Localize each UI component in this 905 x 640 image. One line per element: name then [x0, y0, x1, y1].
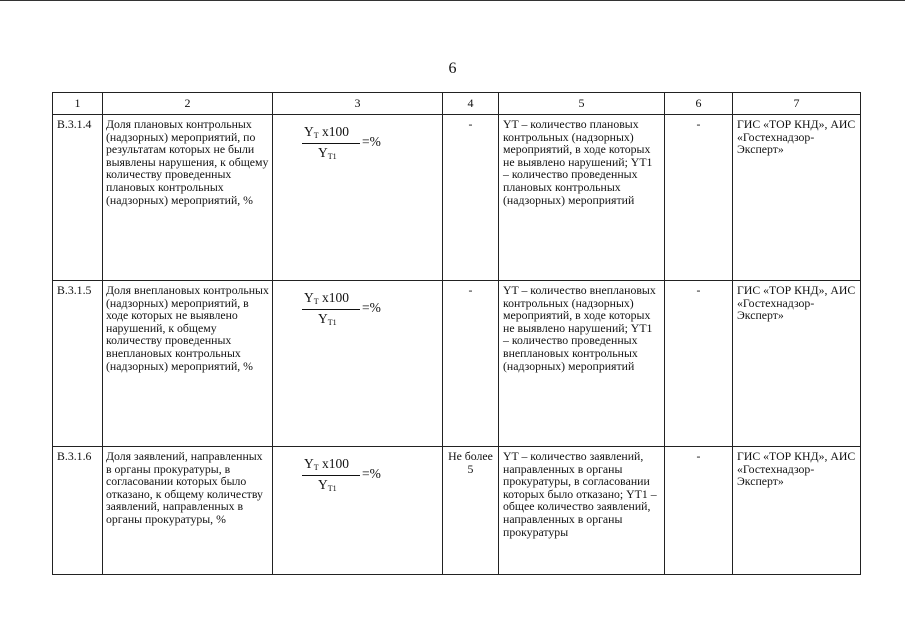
table-row — [53, 115, 861, 281]
indicator-col6: - — [665, 281, 733, 447]
fraction-line — [302, 475, 360, 476]
indicator-source: ГИС «ТОР КНД», АИС «Гостехнадзор-Эксперт» — [733, 115, 861, 281]
formula-denominator: $Y_{T1}$ — [318, 145, 337, 161]
fraction-line — [302, 309, 360, 310]
formula — [298, 292, 439, 338]
header-col-5: 5 — [499, 93, 665, 115]
formula-result: =% — [362, 134, 381, 149]
scan-edge-line-right — [730, 0, 905, 1]
indicator-name: Доля плановых контрольных (надзорных) мероприятий, по результатам которых не были выявлены нарушения, к общему количеству проведенных плановых контрольных (надзорных) мероприятий, % — [103, 115, 273, 281]
header-col-3: 3 — [273, 93, 443, 115]
indicators-table — [52, 92, 861, 575]
indicator-col6: - — [665, 447, 733, 575]
header-col-4: 4 — [443, 93, 499, 115]
formula-numerator: $Y_T$ х100 — [304, 124, 350, 140]
indicator-formula — [273, 281, 443, 447]
indicator-target: - — [443, 281, 499, 447]
formula-result: =% — [362, 300, 381, 315]
formula-denominator: $Y_{T1}$ — [318, 477, 337, 493]
indicator-code: В.3.1.6 — [53, 447, 103, 575]
indicator-code: В.3.1.4 — [53, 115, 103, 281]
table-header-row — [53, 93, 861, 115]
indicator-target: Не более 5 — [443, 447, 499, 575]
indicator-source: ГИС «ТОР КНД», АИС «Гостехнадзор-Эксперт» — [733, 281, 861, 447]
formula — [298, 126, 439, 172]
formula-result: =% — [362, 466, 381, 481]
indicator-target: - — [443, 115, 499, 281]
formula-numerator: $Y_T$ х100 — [304, 456, 350, 472]
header-col-1: 1 — [53, 93, 103, 115]
formula — [298, 458, 439, 504]
indicator-name: Доля заявлений, направленных в органы прокуратуры, в согласовании которых было отказано, к общему количеству заявлений, направленных в органы прокуратуры, % — [103, 447, 273, 575]
table-row — [53, 281, 861, 447]
table-row — [53, 447, 861, 575]
header-col-6: 6 — [665, 93, 733, 115]
indicator-variables: YT – количество заявлений, направленных в органы прокуратуры, в согласовании которых было отказано; YT1 – общее количество заявлений, направленных в органы прокуратуры — [499, 447, 665, 575]
page-number: 6 — [448, 60, 457, 77]
indicator-col6: - — [665, 115, 733, 281]
indicator-code: В.3.1.5 — [53, 281, 103, 447]
indicator-variables: YT – количество внеплановых контрольных (надзорных) мероприятий, в ходе которых не выявлено нарушений; YT1 – количество проведенных внеплановых контрольных (надзорных) мероприятий — [499, 281, 665, 447]
fraction-line — [302, 143, 360, 144]
header-col-2: 2 — [103, 93, 273, 115]
header-col-7: 7 — [733, 93, 861, 115]
indicator-formula — [273, 447, 443, 575]
formula-numerator: $Y_T$ х100 — [304, 290, 350, 306]
formula-denominator: $Y_{T1}$ — [318, 311, 337, 327]
indicator-variables: YT – количество плановых контрольных (надзорных) мероприятий, в ходе которых не выявлено нарушений; YT1 – количество проведенных плановых контрольных (надзорных) мероприятий — [499, 115, 665, 281]
indicator-formula — [273, 115, 443, 281]
indicator-name: Доля внеплановых контрольных (надзорных) мероприятий, в ходе которых не выявлено нарушений, к общему количеству проведенных внеплановых контрольных (надзорных) мероприятий, % — [103, 281, 273, 447]
indicator-source: ГИС «ТОР КНД», АИС «Гостехнадзор-Эксперт» — [733, 447, 861, 575]
